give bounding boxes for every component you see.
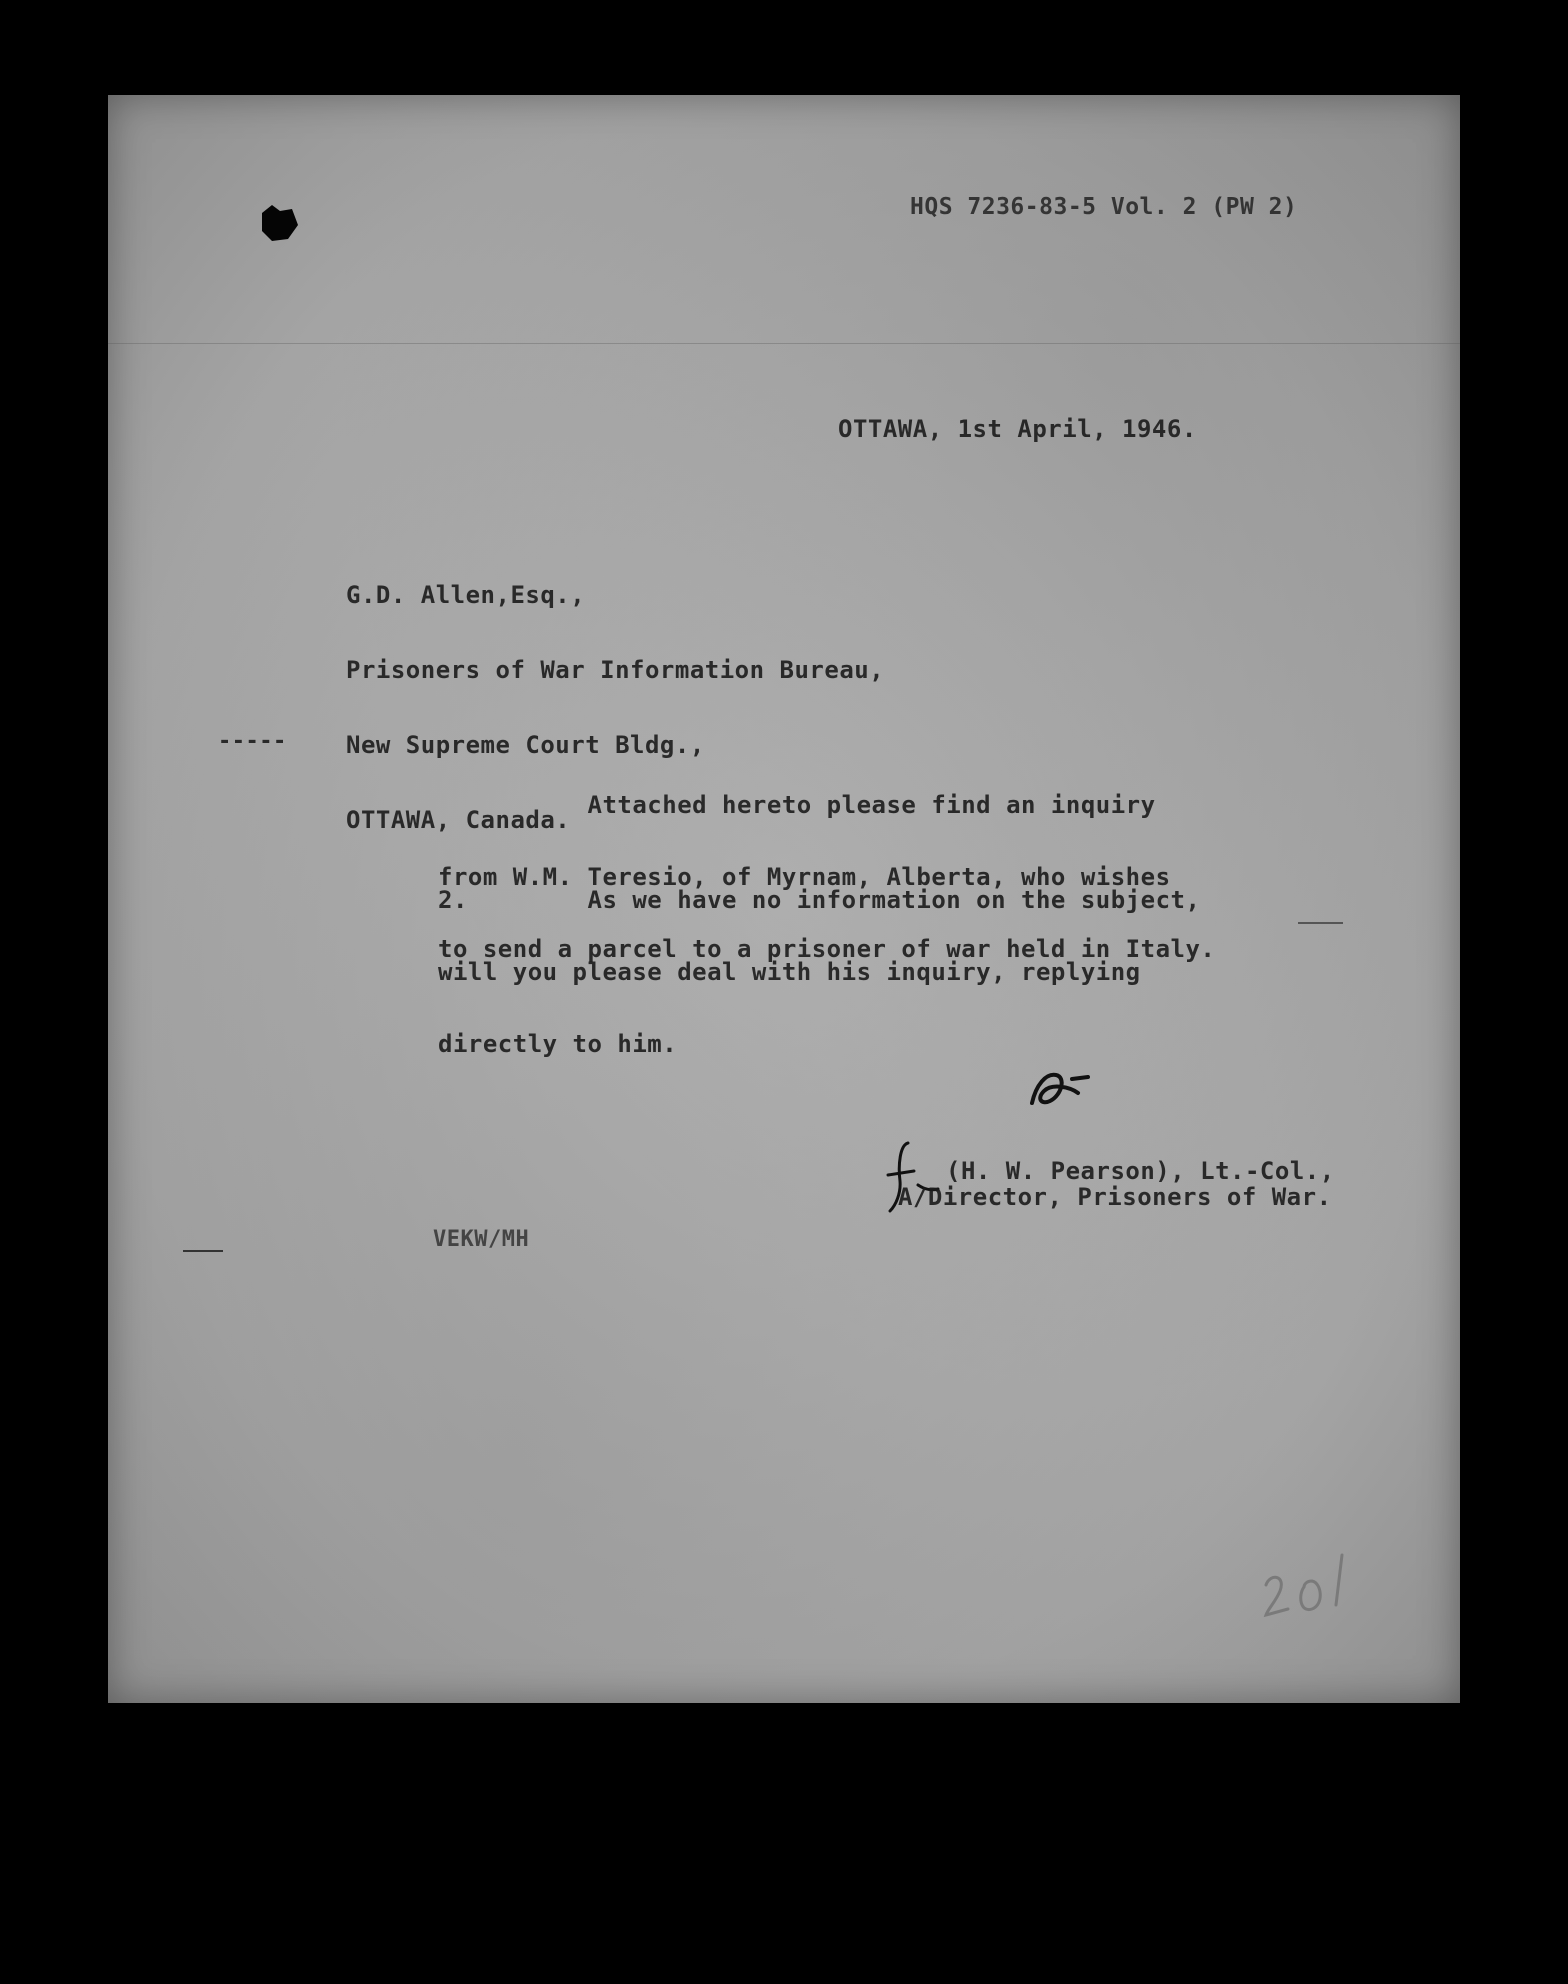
addressee-line: G.D. Allen,Esq., bbox=[346, 581, 586, 609]
date-line: OTTAWA, 1st April, 1946. bbox=[838, 415, 1197, 443]
addressee-line: Prisoners of War Information Bureau, bbox=[346, 656, 885, 684]
pencil-page-number bbox=[1258, 1535, 1388, 1625]
margin-dash bbox=[183, 1250, 223, 1252]
paragraph-line: from W.M. Teresio, of Myrnam, Alberta, who wishes bbox=[438, 863, 1171, 891]
handwritten-signature bbox=[1026, 1065, 1096, 1113]
paragraph-line: will you please deal with his inquiry, replying bbox=[438, 958, 1141, 986]
addressee-line: New Supreme Court Bldg., bbox=[346, 731, 705, 759]
paragraph-line: Attached hereto please find an inquiry bbox=[438, 791, 1156, 819]
signatory-name: (H. W. Pearson), Lt.-Col., bbox=[946, 1157, 1335, 1185]
paragraph-line: directly to him. bbox=[438, 1030, 678, 1058]
fold-line bbox=[108, 343, 1460, 344]
paragraph-line: 2. As we have no information on the subject, bbox=[438, 886, 1201, 914]
addressee-line: OTTAWA, Canada. bbox=[346, 806, 571, 834]
paragraph-line: to send a parcel to a prisoner of war held in Italy. bbox=[438, 935, 1216, 963]
typist-initials: VEKW/MH bbox=[433, 1227, 530, 1252]
margin-dashes: ----- bbox=[218, 729, 287, 754]
margin-rule bbox=[1298, 922, 1343, 924]
signatory-title: A/Director, Prisoners of War. bbox=[898, 1183, 1332, 1211]
letter-sheet bbox=[108, 95, 1460, 1703]
file-reference: HQS 7236-83-5 Vol. 2 (PW 2) bbox=[910, 194, 1298, 220]
punch-hole-mark bbox=[258, 203, 300, 245]
